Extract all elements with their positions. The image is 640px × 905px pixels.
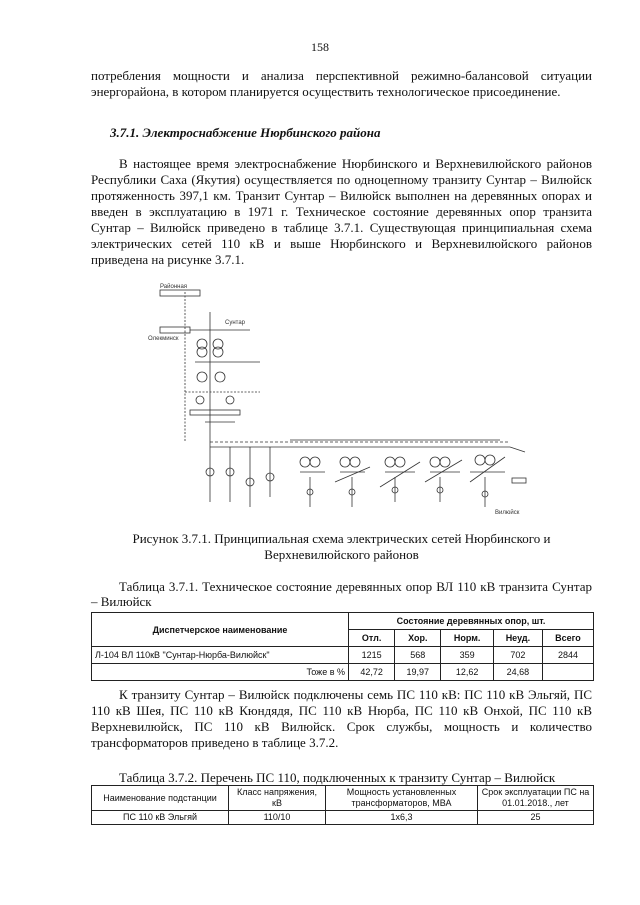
table-1 [91,612,594,681]
table-2-cell: 25 [478,811,594,825]
paragraph-2: К транзиту Сунтар – Вилюйск подключены семь ПС 110 кВ: ПС 110 кВ Эльгяй, ПС 110 кВ Шея, ПС 110 кВ Кюндядя, ПС 110 кВ Нюрба, ПС 110 кВ Онхой, ПС 110 кВ Верхневилюйск, ПС 110 кВ Вилюйск. Срок службы, мощность и количество трансформаторов приведено в таблице 3.7.2. [91,687,592,750]
table-row [92,664,594,681]
scheme-label-2: Олекминск [148,336,179,342]
scheme-label-1: Сунтар [225,320,246,326]
table-1-col: Неуд. [493,630,542,647]
table-1-col: Отл. [349,630,395,647]
table-1-cell: 2844 [542,647,593,664]
table-1-col: Хор. [395,630,441,647]
table-2-col: Срок эксплуатации ПС на 01.01.2018., лет [478,786,594,811]
paragraph-1: В настоящее время электроснабжение Нюрбинского и Верхневилюйского районов Республики Саха (Якутия) осуществляется по одноцепному транзиту Сунтар – Вилюйск протяженность 397,1 км. Транзит Сунтар – Вилюйск выполнен на деревянных опорах и введен в эксплуатацию в 1971 г. Техническое состояние деревянных опор транзита Сунтар – Вилюйск приведено в таблице 3.7.1. Существующая принципиальная схема электрических сетей 110 кВ и выше Нюрбинского и Верхневилюйского районов приведена на рисунке 3.7.1. [91,156,592,267]
table-1-col: Норм. [441,630,493,647]
figure-caption: Рисунок 3.7.1. Принципиальная схема электрических сетей Нюрбинского и Верхневилюйского районов [132,531,551,562]
electrical-scheme-diagram [140,282,540,522]
table-1-cell: Л-104 ВЛ 110кВ "Сунтар-Нюрба-Вилюйск" [92,647,349,664]
table-2-cell: 1х6,3 [326,811,478,825]
table-1-cell: 24,68 [493,664,542,681]
table-2-col: Мощность установленных трансформаторов, МВА [326,786,478,811]
table-1-cell: 42,72 [349,664,395,681]
table-1-cell: 1215 [349,647,395,664]
intro-paragraph: потребления мощности и анализа перспективной режимно-балансовой ситуации энергорайона, в котором планируется осуществить технологическое присоединение. [91,68,592,99]
scheme-label-3: Вилюйск [495,510,520,516]
page-number: 158 [311,40,329,54]
table-2-caption: Таблица 3.7.2. Перечень ПС 110, подключенных к транзиту Сунтар – Вилюйск [119,770,556,785]
table-1-cell: 702 [493,647,542,664]
table-1-cell [542,664,593,681]
table-1-col: Всего [542,630,593,647]
table-1-header-name: Диспетчерское наименование [92,613,349,647]
table-2-cell: 110/10 [229,811,326,825]
table-1-cell: Тоже в % [92,664,349,681]
table-2-col: Наименование подстанции [92,786,229,811]
table-row [92,811,594,825]
table-1-cell: 568 [395,647,441,664]
table-1-cell: 359 [441,647,493,664]
table-row [92,647,594,664]
table-2-col: Класс напряжения, кВ [229,786,326,811]
table-2-cell: ПС 110 кВ Эльгяй [92,811,229,825]
table-1-cell: 19,97 [395,664,441,681]
table-1-caption: Таблица 3.7.1. Техническое состояние деревянных опор ВЛ 110 кВ транзита Сунтар – Вилюйск [91,579,592,609]
scheme-label-0: Районная [160,284,188,290]
section-heading: 3.7.1. Электроснабжение Нюрбинского района [110,125,381,140]
table-2 [91,785,594,825]
table-1-header-group: Состояние деревянных опор, шт. [349,613,594,630]
table-1-cell: 12,62 [441,664,493,681]
